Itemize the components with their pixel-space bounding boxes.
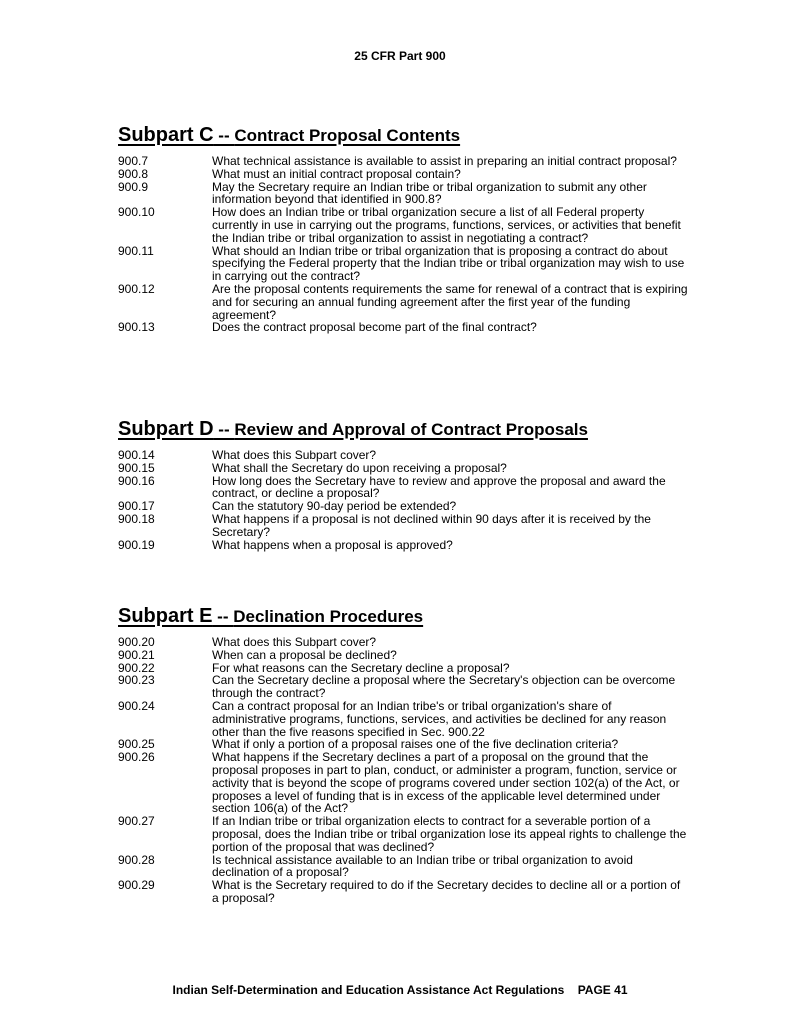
question-text: Are the proposal contents requirements the same for renewal of a contract that is expiring and for securing an annual funding agreement after the first year of the funding agreement? — [212, 281, 688, 322]
question-row — [118, 168, 688, 181]
question-text: What happens if the Secretary declines a part of a proposal on the ground that the proposal proposes in part to plan, conduct, or administer a program, function, service or activity that is beyond the scope of programs covered under section 102(a) of the Act, or proposes a level of funding that is in excess of the applicable level determined under section 106(a) of the Act? — [212, 750, 680, 816]
subpart-c-section — [118, 124, 688, 334]
question-text: What if only a portion of a proposal raises one of the five declination criteria? — [212, 737, 619, 752]
question-text: Can a contract proposal for an Indian tribe's or tribal organization's share of administrative programs, functions, services, and activities be declined for any reason other than the five reasons specified in Sec. 900.22 — [212, 698, 667, 739]
question-text: Can the statutory 90-day period be extended? — [212, 499, 457, 514]
section-number: 900.26 — [118, 750, 155, 765]
question-list — [118, 636, 688, 905]
question-row — [118, 475, 688, 501]
question-row — [118, 674, 688, 700]
section-title-separator: -- — [213, 126, 235, 145]
question-row — [118, 854, 688, 880]
question-row — [118, 879, 688, 905]
section-title-rest: Contract Proposal Contents — [234, 126, 461, 145]
question-text: What must an initial contract proposal contain? — [212, 166, 461, 181]
question-text: How does an Indian tribe or tribal organization secure a list of all Federal property currently in use in carrying out the programs, functions, services, or activities that benefit the Indian tribe or tribal organization to assist in negotiating a contract? — [212, 205, 681, 245]
question-list — [118, 155, 688, 334]
question-text: When can a proposal be declined? — [212, 647, 397, 662]
question-row — [118, 462, 688, 475]
question-row — [118, 181, 688, 207]
question-row — [118, 449, 688, 462]
section-title-rest: Review and Approval of Contract Proposals — [234, 420, 588, 439]
section-number: 900.15 — [118, 460, 155, 475]
question-row — [118, 321, 688, 334]
section-number: 900.13 — [118, 320, 155, 335]
section-title-main: Subpart E — [118, 605, 213, 627]
question-row — [118, 751, 688, 815]
section-title-rest: Declination Procedures — [233, 607, 424, 626]
section-number: 900.8 — [118, 166, 149, 181]
section-number: 900.10 — [118, 205, 155, 220]
question-text: What is the Secretary required to do if the Secretary decides to decline all or a portion of a proposal? — [212, 878, 681, 905]
question-list — [118, 449, 688, 551]
question-text: May the Secretary require an Indian tribe or tribal organization to submit any other information beyond that identified in 900.8? — [212, 179, 647, 207]
question-row — [118, 649, 688, 662]
section-number: 900.25 — [118, 737, 155, 752]
question-text: What does this Subpart cover? — [212, 448, 377, 462]
section-title — [118, 418, 688, 441]
question-row — [118, 700, 688, 738]
question-text: How long does the Secretary have to review and approve the proposal and award the contract, or decline a proposal? — [212, 473, 666, 501]
question-text: Does the contract proposal become part of the final contract? — [212, 320, 537, 335]
question-row — [118, 513, 688, 539]
question-text: What shall the Secretary do upon receiving a proposal? — [212, 460, 507, 475]
question-text: What should an Indian tribe or tribal organization that is proposing a contract do about specifying the Federal property that the Indian tribe or tribal organization may wish to use in carrying out the contract? — [212, 243, 685, 284]
question-row — [118, 206, 688, 244]
question-row — [118, 155, 688, 168]
question-row — [118, 636, 688, 649]
section-number: 900.11 — [118, 243, 154, 258]
question-row — [118, 539, 688, 552]
question-row — [118, 283, 688, 321]
question-text: For what reasons can the Secretary decline a proposal? — [212, 660, 510, 675]
page-header: 25 CFR Part 900 — [354, 49, 446, 63]
section-title — [118, 605, 688, 628]
question-text: What does this Subpart cover? — [212, 635, 377, 649]
section-number: 900.21 — [118, 647, 155, 662]
section-number: 900.18 — [118, 511, 155, 526]
section-number: 900.9 — [118, 179, 149, 194]
question-text: What happens when a proposal is approved? — [212, 537, 453, 552]
section-number: 900.12 — [118, 281, 155, 296]
question-row — [118, 245, 688, 283]
section-number: 900.20 — [118, 635, 155, 649]
question-text: Can the Secretary decline a proposal where the Secretary's objection can be overcome through the contract? — [212, 673, 676, 701]
question-row — [118, 815, 688, 853]
section-title-separator: -- — [212, 607, 234, 626]
section-number: 900.17 — [118, 499, 155, 514]
footer-title: Indian Self-Determination and Education Assistance Act Regulations — [172, 983, 565, 997]
section-title-main: Subpart C — [118, 124, 214, 146]
page-number: PAGE 41 — [577, 983, 628, 997]
section-number: 900.23 — [118, 673, 155, 688]
section-number: 900.27 — [118, 814, 155, 829]
section-number: 900.22 — [118, 660, 155, 675]
subpart-d-section — [118, 418, 688, 551]
question-text: What happens if a proposal is not declined within 90 days after it is received by the Secretary? — [212, 511, 651, 539]
section-number: 900.29 — [118, 878, 155, 893]
page-footer — [0, 983, 800, 997]
section-number: 900.14 — [118, 448, 155, 462]
section-number: 900.7 — [118, 154, 149, 168]
question-text: If an Indian tribe or tribal organization elects to contract for a severable portion of a proposal, does the Indian tribe or tribal organization lose its appeal rights to challenge the portion of the proposal that was declined? — [212, 814, 687, 854]
section-number: 900.24 — [118, 698, 155, 713]
section-title-separator: -- — [213, 420, 235, 439]
section-title-main: Subpart D — [118, 418, 214, 440]
question-text: Is technical assistance available to an Indian tribe or tribal organization to avoid declination of a proposal? — [212, 852, 633, 880]
subpart-e-section — [118, 605, 688, 905]
section-number: 900.28 — [118, 852, 155, 867]
section-number: 900.16 — [118, 473, 155, 488]
section-title — [118, 124, 688, 147]
question-text: What technical assistance is available to assist in preparing an initial contract proposal? — [212, 154, 677, 168]
section-number: 900.19 — [118, 537, 155, 552]
